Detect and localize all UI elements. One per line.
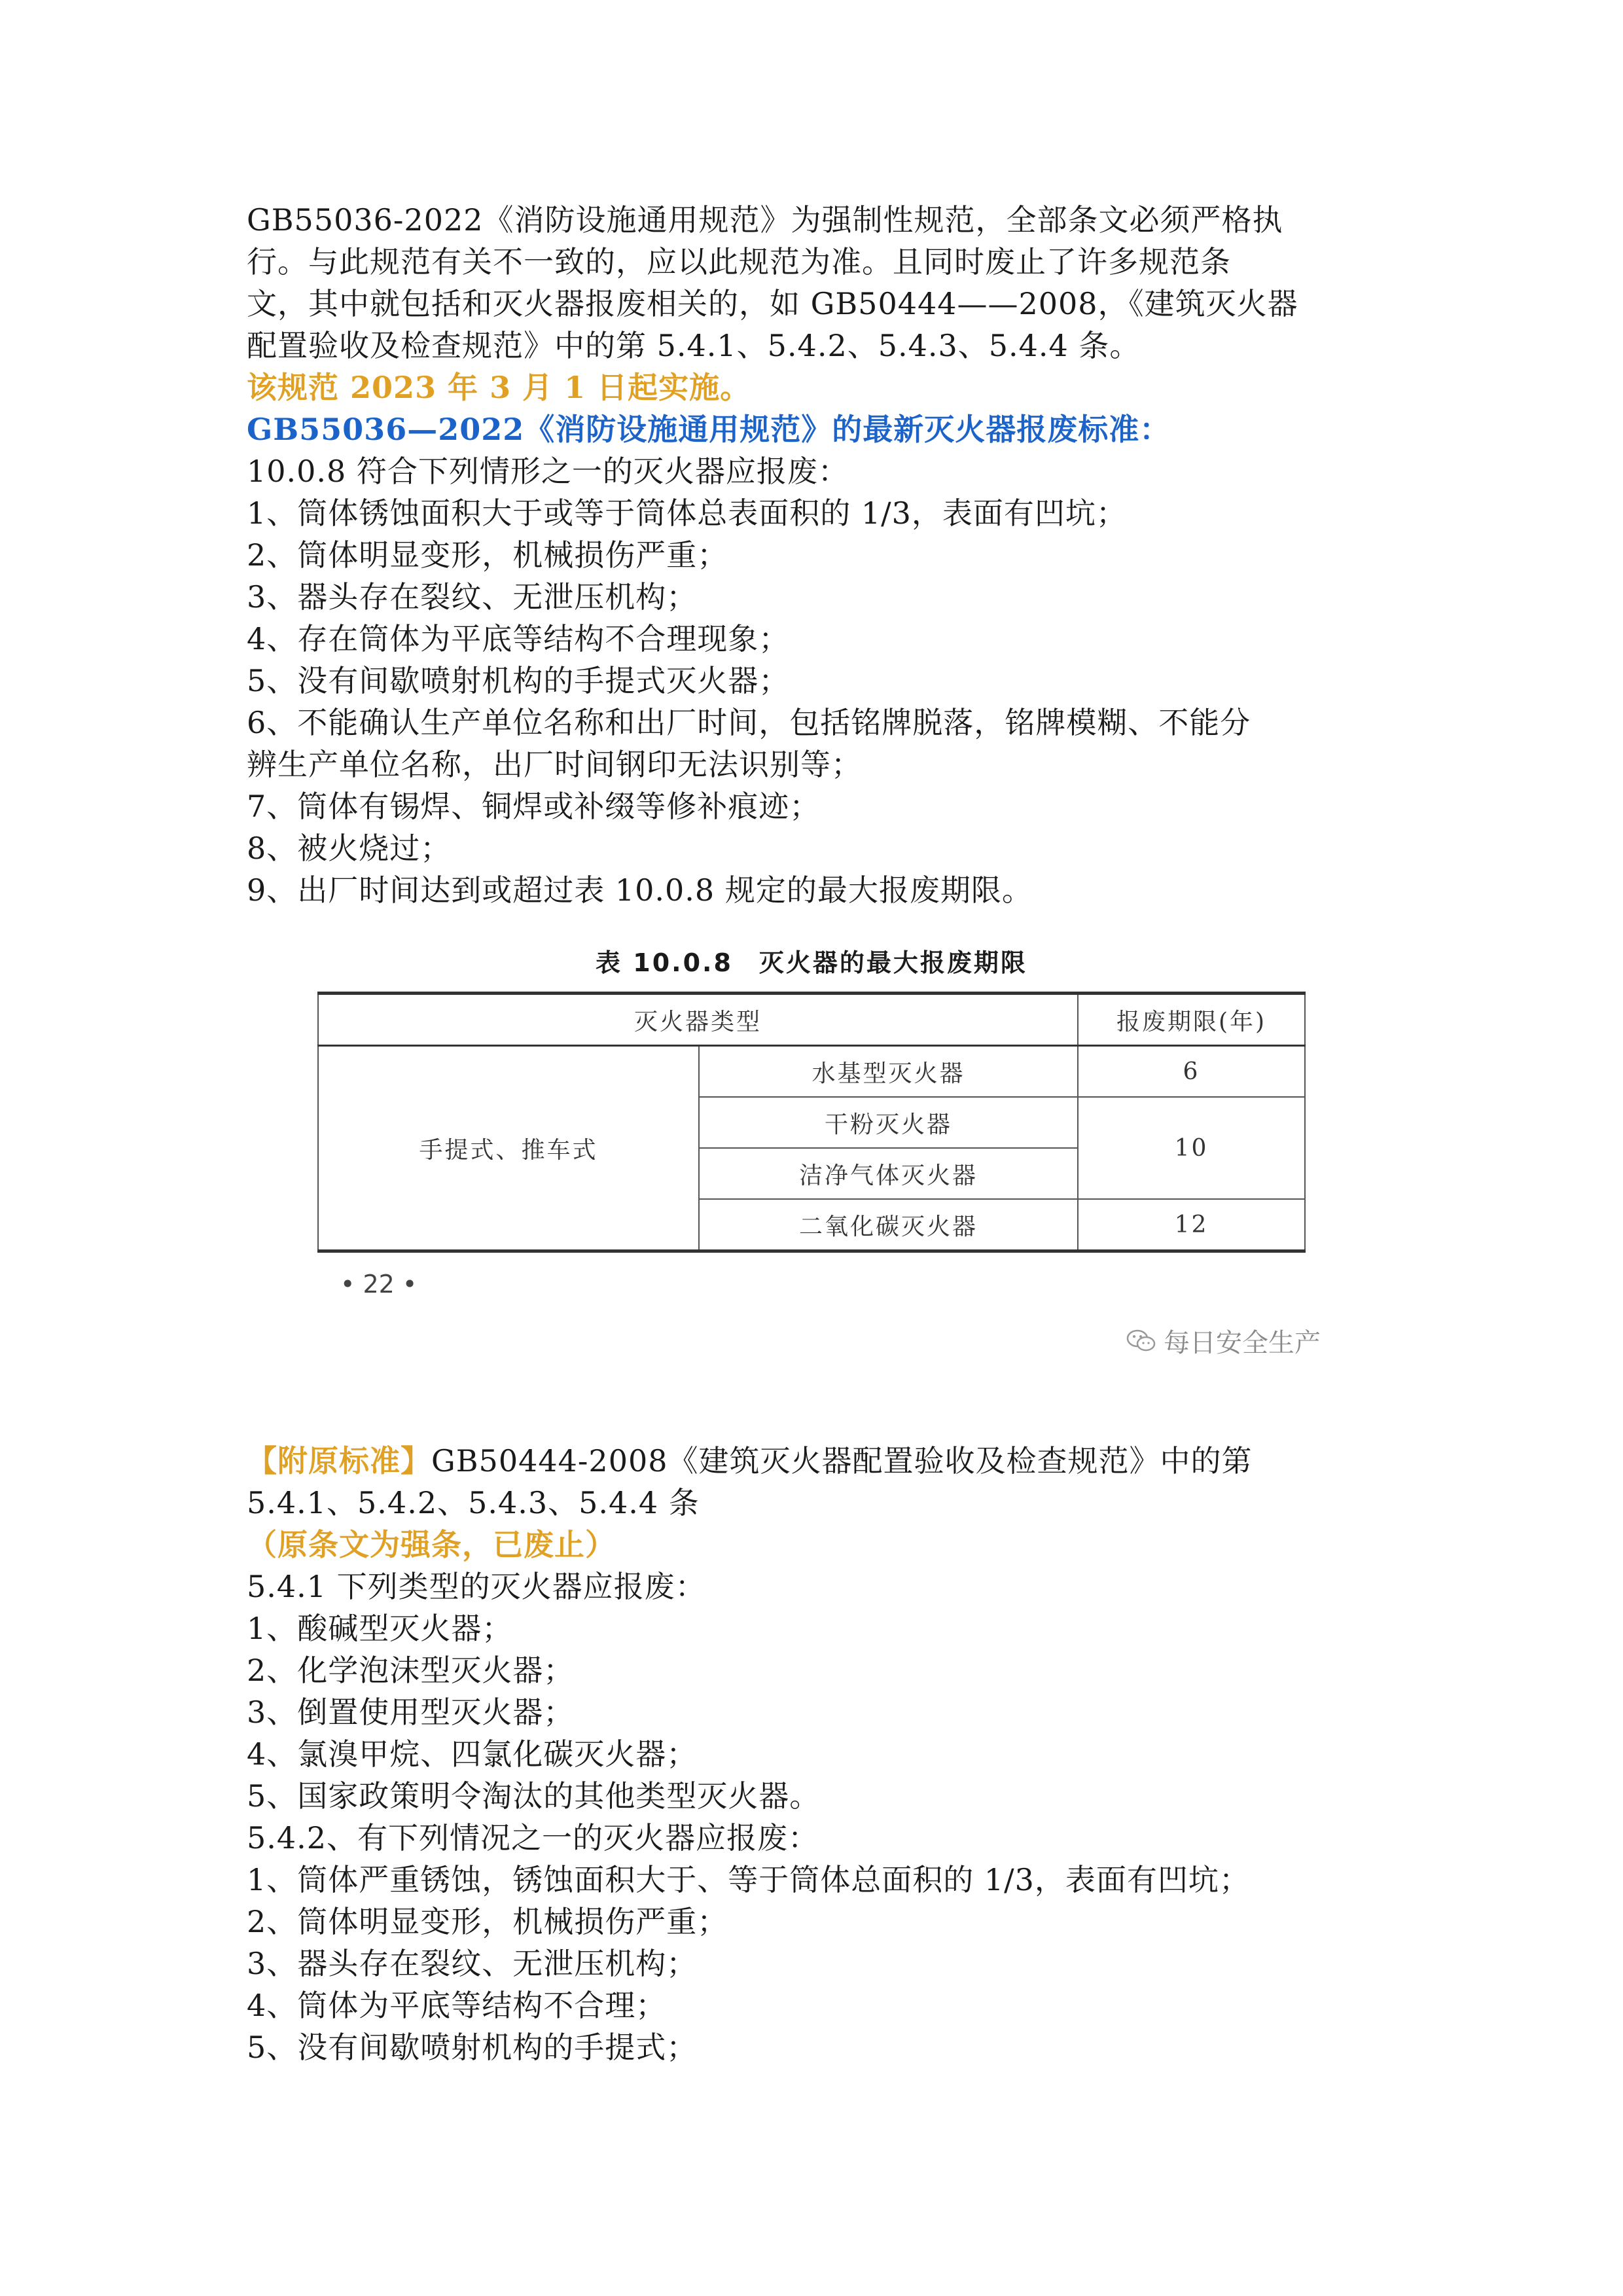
header-period: 报废期限(年) bbox=[1078, 994, 1305, 1046]
clause-item: 4、存在筒体为平底等结构不合理现象； bbox=[247, 621, 790, 656]
period-cell: 10 bbox=[1078, 1097, 1305, 1199]
table-header-row bbox=[318, 994, 1305, 1046]
clause-item: 3、器头存在裂纹、无泄压机构； bbox=[247, 579, 698, 615]
clause-542-item: 4、筒体为平底等结构不合理； bbox=[247, 1988, 667, 2023]
clause-542-item: 2、筒体明显变形，机械损伤严重； bbox=[247, 1904, 728, 1939]
clause-542-item: 3、器头存在裂纹、无泄压机构； bbox=[247, 1946, 698, 1981]
period-cell: 6 bbox=[1078, 1046, 1305, 1098]
clause-item: 7、筒体有锡焊、铜焊或补缀等修补痕迹； bbox=[247, 789, 821, 824]
attached-label: 【附原标准】 bbox=[247, 1443, 431, 1479]
watermark-text: 每日安全生产 bbox=[1164, 1328, 1321, 1358]
attached-standard-line bbox=[247, 1440, 1372, 1482]
type-cell: 二氧化碳灭火器 bbox=[699, 1199, 1078, 1251]
clause-542-item: 1、筒体严重锈蚀，锈蚀面积大于、等于筒体总面积的 1/3，表面有凹坑； bbox=[247, 1862, 1250, 1897]
clause-542-item: 5、没有间歇喷射机构的手提式； bbox=[247, 2030, 698, 2065]
clause-item: 8、被火烧过； bbox=[247, 831, 452, 866]
clause-542: 5.4.2、有下列情况之一的灭火器应报废： bbox=[247, 1820, 819, 1856]
table-title-text: 灭火器的最大报废期限 bbox=[758, 948, 1027, 977]
bottom-section bbox=[247, 1440, 1372, 2068]
table-row bbox=[318, 1046, 1305, 1098]
top-section bbox=[247, 199, 1372, 911]
effective-date: 该规范 2023 年 3 月 1 日起实施。 bbox=[247, 370, 751, 405]
attached-text: GB50444-2008《建筑灭火器配置验收及检查规范》中的第 bbox=[431, 1443, 1253, 1479]
watermark bbox=[1126, 1322, 1321, 1359]
intro-line: 文，其中就包括和灭火器报废相关的，如 GB50444——2008，《建筑灭火器 bbox=[247, 286, 1298, 321]
clause-541-item: 2、化学泡沫型灭火器； bbox=[247, 1653, 575, 1688]
clause-541-item: 1、酸碱型灭火器； bbox=[247, 1611, 513, 1646]
table-title bbox=[317, 942, 1306, 978]
type-cell: 干粉灭火器 bbox=[699, 1097, 1078, 1148]
clause-item: 5、没有间歇喷射机构的手提式灭火器； bbox=[247, 663, 790, 698]
intro-line: 配置验收及检查规范》中的第 5.4.1、5.4.2、5.4.3、5.4.4 条。 bbox=[247, 328, 1141, 363]
type-cell: 水基型灭火器 bbox=[699, 1046, 1078, 1098]
attached-text-2: 5.4.1、5.4.2、5.4.3、5.4.4 条 bbox=[247, 1485, 700, 1520]
wechat-icon bbox=[1126, 1328, 1157, 1354]
clause-item: 辨生产单位名称，出厂时间钢印无法识别等； bbox=[247, 747, 862, 782]
clause-item: 9、出厂时间达到或超过表 10.0.8 规定的最大报废期限。 bbox=[247, 872, 1033, 908]
clause-heading: 10.0.8 符合下列情形之一的灭火器应报废： bbox=[247, 454, 849, 489]
clause-541-item: 5、国家政策明令淘汰的其他类型灭火器。 bbox=[247, 1778, 821, 1814]
intro-line: GB55036-2022《消防设施通用规范》为强制性规范，全部条文必须严格执 bbox=[247, 202, 1283, 238]
new-standard-heading: GB55036—2022《消防设施通用规范》的最新灭火器报废标准： bbox=[247, 412, 1171, 447]
category-cell: 手提式、推车式 bbox=[318, 1046, 699, 1251]
clause-541-item: 3、倒置使用型灭火器； bbox=[247, 1695, 575, 1730]
table-number: 表 10.0.8 bbox=[596, 948, 733, 977]
abolished-note: （原条文为强条，已废止） bbox=[247, 1527, 616, 1562]
clause-541: 5.4.1 下列类型的灭火器应报废： bbox=[247, 1569, 706, 1604]
clause-541-item: 4、氯溴甲烷、四氯化碳灭火器； bbox=[247, 1736, 698, 1772]
period-cell: 12 bbox=[1078, 1199, 1305, 1251]
clause-item: 1、筒体锈蚀面积大于或等于筒体总表面积的 1/3，表面有凹坑； bbox=[247, 495, 1127, 531]
scrap-period-table bbox=[317, 992, 1306, 1253]
clause-item: 2、筒体明显变形，机械损伤严重； bbox=[247, 537, 728, 573]
header-type: 灭火器类型 bbox=[318, 994, 1078, 1046]
type-cell: 洁净气体灭火器 bbox=[699, 1148, 1078, 1199]
intro-line: 行。与此规范有关不一致的，应以此规范为准。且同时废止了许多规范条 bbox=[247, 244, 1231, 279]
page-number: • 22 • bbox=[340, 1270, 418, 1299]
clause-item: 6、不能确认生产单位名称和出厂时间，包括铭牌脱落，铭牌模糊、不能分 bbox=[247, 705, 1251, 740]
